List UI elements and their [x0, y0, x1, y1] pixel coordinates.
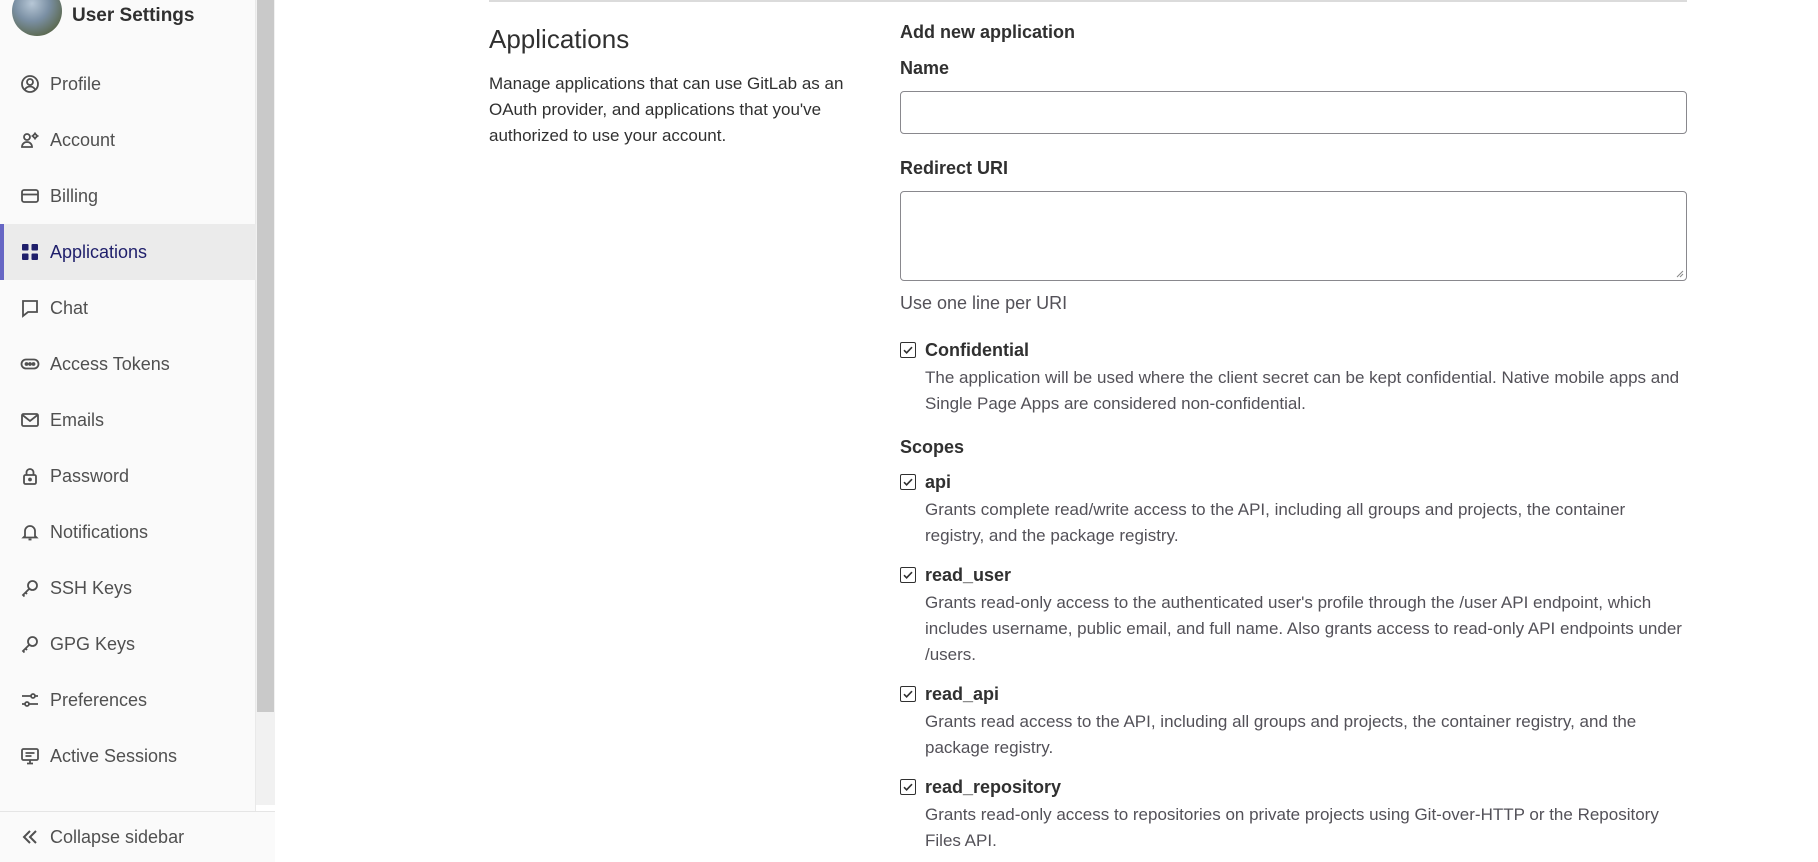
scope-read-user-checkbox[interactable]: [900, 567, 916, 583]
name-label: Name: [900, 58, 950, 78]
scope-api: [900, 470, 1687, 549]
key-icon: [20, 634, 40, 654]
name-input[interactable]: [900, 91, 1687, 134]
sidebar-item-label: Applications: [50, 241, 148, 262]
sidebar-item-notifications[interactable]: [0, 504, 256, 560]
scope-label[interactable]: read_user: [925, 565, 1012, 585]
profile-icon: [20, 74, 40, 94]
monitor-icon: [20, 746, 40, 766]
chevron-double-left-icon: [20, 827, 40, 847]
applications-icon: [20, 242, 40, 262]
collapse-sidebar-label: Collapse sidebar: [50, 826, 185, 847]
mail-icon: [20, 410, 40, 430]
scope-read-api: [900, 682, 1687, 761]
scope-read-repository-checkbox[interactable]: [900, 779, 916, 795]
sidebar-item-label: Emails: [50, 409, 105, 430]
sidebar-item-label: Chat: [50, 297, 89, 318]
credit-card-icon: [20, 186, 40, 206]
resize-grip-icon[interactable]: [1674, 268, 1684, 278]
scope-read-api-checkbox[interactable]: [900, 686, 916, 702]
checkmark-icon: [902, 344, 914, 356]
sidebar-item-label: Active Sessions: [50, 745, 178, 766]
scope-label[interactable]: read_repository: [925, 777, 1062, 797]
section-divider: [489, 0, 1687, 2]
sidebar-item-label: SSH Keys: [50, 577, 133, 598]
scope-read-repository: [900, 775, 1687, 854]
scope-description: Grants complete read/write access to the API, including all groups and projects, the container registry, and the package registry.: [925, 500, 1626, 545]
redirect-uri-label: Redirect URI: [900, 158, 1009, 178]
sidebar-item-gpg-keys[interactable]: [0, 616, 256, 672]
sidebar-item-label: Password: [50, 465, 130, 486]
sidebar-item-password[interactable]: [0, 448, 256, 504]
notifications-icon: [20, 522, 40, 542]
key-icon: [20, 578, 40, 598]
sidebar-item-access-tokens[interactable]: [0, 336, 256, 392]
confidential-description: The application will be used where the client secret can be kept confidential. Native mobile apps and Single Page Apps are considered non-confidential.: [925, 368, 1680, 413]
sidebar-scroll-area: [0, 0, 256, 805]
section-description: Manage applications that can use GitLab as an OAuth provider, and applications that you've authorized to use your account.: [489, 74, 844, 145]
sidebar-item-label: Notifications: [50, 521, 149, 542]
sidebar-item-label: Access Tokens: [50, 353, 170, 374]
new-application-form: [900, 22, 1687, 854]
sidebar-nav: [0, 56, 256, 784]
main-content: [276, 0, 1818, 862]
checkmark-icon: [902, 688, 914, 700]
section-intro: [489, 22, 859, 149]
confidential-checkbox[interactable]: [900, 342, 916, 358]
sidebar-item-label: Preferences: [50, 689, 148, 710]
sidebar-item-label: Billing: [50, 185, 99, 206]
lock-icon: [20, 466, 40, 486]
redirect-uri-textarea[interactable]: [900, 191, 1687, 281]
checkmark-icon: [902, 476, 914, 488]
checkmark-icon: [902, 569, 914, 581]
scope-description: Grants read-only access to repositories on private projects using Git-over-HTTP or the Repository Files API.: [925, 805, 1659, 850]
sidebar-item-label: Profile: [50, 73, 102, 94]
sidebar-header[interactable]: [0, 0, 256, 36]
sidebar-item-applications[interactable]: [0, 224, 256, 280]
settings-sidebar: [0, 0, 256, 862]
scope-description: Grants read access to the API, including all groups and projects, the container registry, and the package registry.: [925, 712, 1637, 757]
sidebar-item-account[interactable]: [0, 112, 256, 168]
scope-api-checkbox[interactable]: [900, 474, 916, 490]
sidebar-item-ssh-keys[interactable]: [0, 560, 256, 616]
sidebar-item-label: GPG Keys: [50, 633, 136, 654]
preferences-icon: [20, 690, 40, 710]
account-icon: [20, 130, 40, 150]
checkmark-icon: [902, 781, 914, 793]
avatar[interactable]: [12, 0, 62, 36]
scopes-heading: Scopes: [900, 437, 965, 457]
form-heading: Add new application: [900, 22, 1076, 42]
token-icon: [20, 354, 40, 374]
sidebar-item-label: Account: [50, 129, 116, 150]
page-title: Applications: [489, 24, 630, 54]
sidebar-title: User Settings: [72, 5, 195, 26]
comment-icon: [20, 298, 40, 318]
scope-description: Grants read-only access to the authenticated user's profile through the /user API endpoint, which includes username, public email, and full name. Also grants access to read-only API endpoints under /users.: [925, 593, 1682, 664]
scope-label[interactable]: api: [925, 472, 952, 492]
redirect-uri-help: Use one line per URI: [900, 293, 1068, 313]
sidebar-item-billing[interactable]: [0, 168, 256, 224]
confidential-option: [900, 338, 1687, 417]
sidebar-item-emails[interactable]: [0, 392, 256, 448]
scope-label[interactable]: read_api: [925, 684, 1000, 704]
scope-read-user: [900, 563, 1687, 668]
sidebar-item-chat[interactable]: [0, 280, 256, 336]
sidebar-item-profile[interactable]: [0, 56, 256, 112]
sidebar-scrollbar-thumb[interactable]: [257, 0, 274, 712]
sidebar-item-active-sessions[interactable]: [0, 728, 256, 784]
confidential-label[interactable]: Confidential: [925, 340, 1029, 360]
sidebar-item-preferences[interactable]: [0, 672, 256, 728]
collapse-sidebar-button[interactable]: [0, 811, 275, 862]
